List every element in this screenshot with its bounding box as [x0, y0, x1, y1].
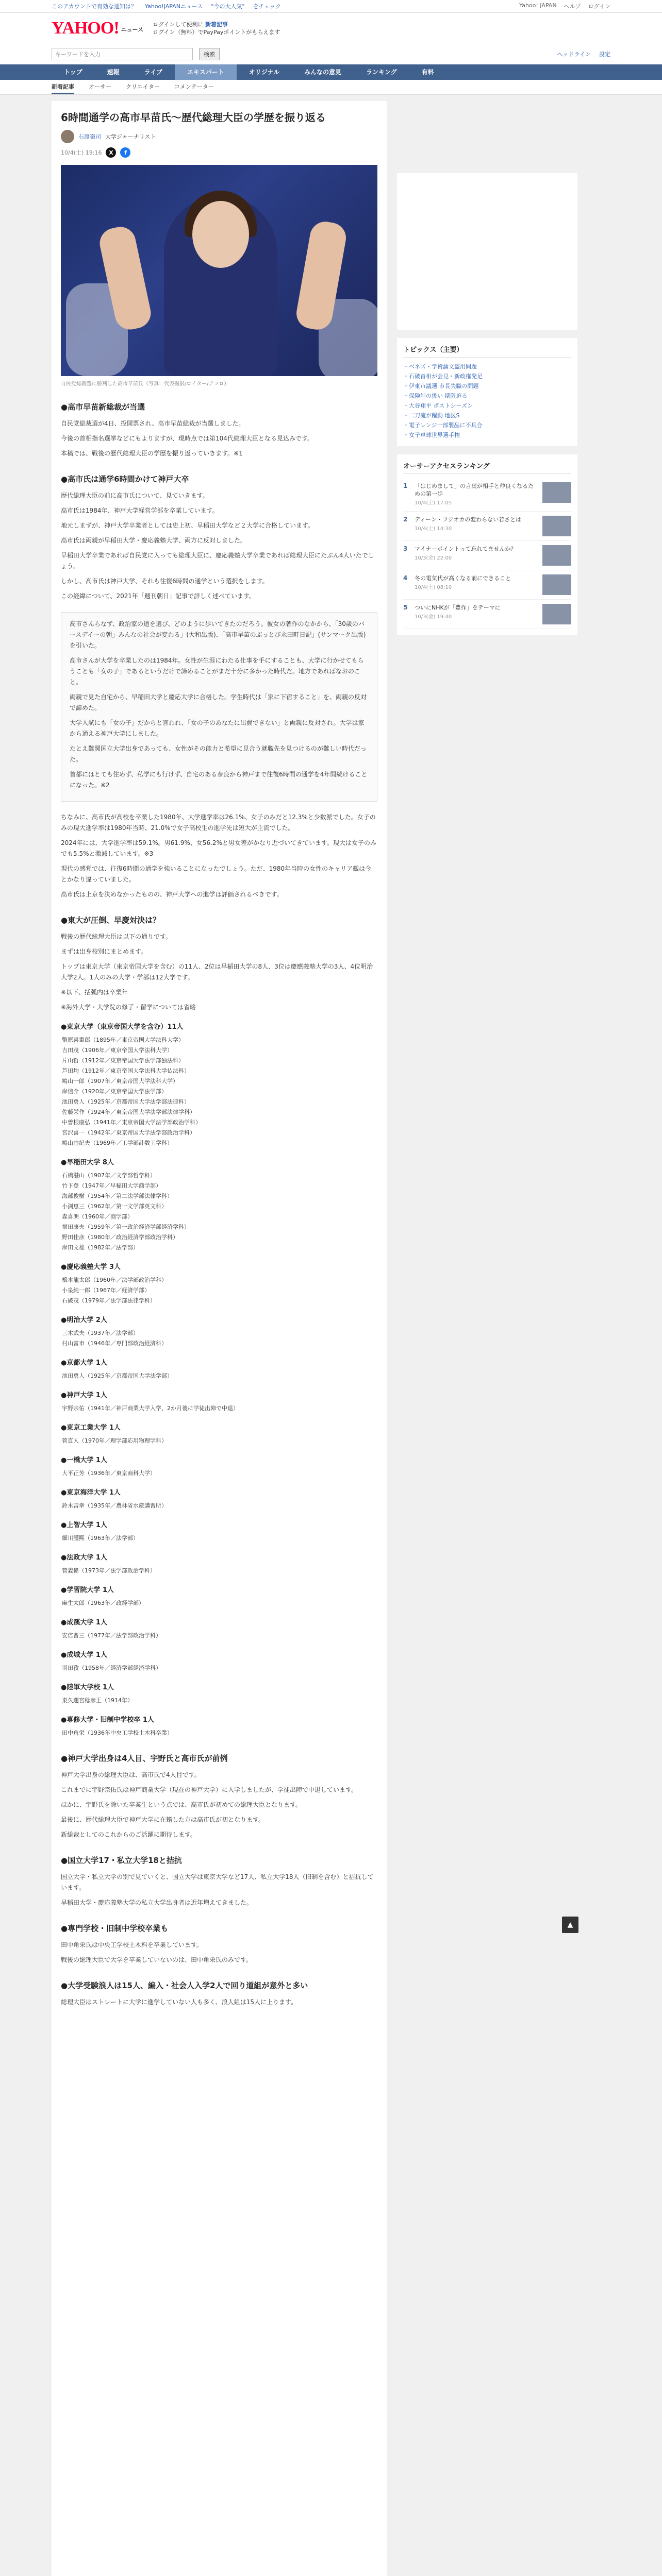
topics-box — [397, 338, 577, 446]
rank-date: 10/4(土) 14:30 — [415, 526, 452, 532]
list-item: 大平正芳（1936年／東京商科大学） — [62, 1470, 156, 1477]
list-item: 池田勇人（1925年／京都帝国大学法学部法律科） — [62, 1098, 190, 1105]
main-content — [0, 95, 662, 2576]
promo-link[interactable]: "今の大人気" — [211, 3, 245, 10]
paragraph: 早稲田大学卒業であれば自民党に入っても総理大臣に、慶応義塾大学卒業であれば総理大臣にたぶん4人いたでしょう。 — [61, 552, 374, 570]
rank-number: 4 — [403, 574, 408, 582]
search-button[interactable]: 検索 — [199, 48, 220, 60]
rank-thumbnail[interactable] — [542, 545, 571, 566]
university-heading: ●京都大学 1人 — [61, 1359, 107, 1367]
quote-paragraph: 高市さんらなず、政治家の道を選び、どのように歩いてきたのだろう。彼女の著作のなかから、「30歳のバースデイーの朝」みんなの社会が変わる」(大和出版)、「高市早苗のぶっとび永田町日記」(サンマーク出版)を引いた。 — [70, 620, 366, 649]
paragraph: 現代の感覚では、往復6時間の通学を強いることになったでしょう。ただ、1980年当時の女性のキャリア観は今とかなり違っていました。 — [61, 865, 372, 883]
paragraph: 田中角栄氏は中央工学校土木科を卒業しています。 — [61, 1941, 203, 1948]
todai-list — [61, 1035, 377, 1148]
paragraph: まずは出身校別にまとめます。 — [61, 948, 147, 955]
nav-item-original[interactable]: オリジナル — [249, 69, 280, 76]
university-heading: ●学習院大学 1人 — [61, 1586, 114, 1594]
university-heading: ●早稲田大学 8人 — [61, 1159, 114, 1166]
subnav-new[interactable]: 新着記事 — [52, 80, 74, 94]
article-date: 10/4(土) 19:16 — [61, 149, 102, 156]
rank-number: 5 — [403, 604, 408, 611]
list-item: 安倍晋三（1977年／法学部政治学科） — [62, 1632, 161, 1639]
back-to-top-button[interactable]: ▲ — [562, 1917, 578, 1933]
nav-item-opinion[interactable]: みんなの意見 — [304, 69, 342, 76]
rank-date: 10/3(金) 22:00 — [415, 555, 452, 561]
promo-link[interactable]: このアカウントで有効な通知は？ — [52, 3, 137, 10]
university-heading: ●専修大学・旧制中学校卒 1人 — [61, 1716, 154, 1724]
sub-nav — [0, 80, 662, 95]
promo-bar — [0, 0, 662, 13]
list-item: 佐藤栄作（1924年／東京帝国大学法学部法律学科） — [62, 1109, 195, 1115]
paragraph: 早稲田大学・慶応義塾大学の私立大学出身者は近年増えてきました。 — [61, 1899, 253, 1906]
site-header — [0, 13, 662, 44]
paragraph: 新総裁としてのこれからのご活躍に期待します。 — [61, 1831, 197, 1838]
quote-paragraph: たとえ難関国立大学出身であっても、女性がその能力と希望に見合う就職先を見つけるのが難しい時代だった。 — [70, 745, 367, 763]
paragraph: ちなみに、高市氏が高校を卒業した1980年、大学進学率は26.1%、女子のみだと12.3%と少数派でした。女子のみの現大進学率は1980年当時、21.0%で女子高校生の進学先は短大が主流でした。 — [61, 814, 376, 832]
university-heading: ●明治大学 2人 — [61, 1316, 107, 1324]
help-link[interactable]: ヘルプ — [564, 3, 581, 10]
list-item: 鳩山一郎（1907年／東京帝国大学法科大学） — [62, 1078, 178, 1084]
list-item: 宇野宗佑（1941年／神戸商業大学入学、2か月後に学徒出陣で中退） — [62, 1405, 239, 1412]
topic-link[interactable]: ・保険証の扱い 期限迫る — [403, 393, 468, 399]
quote-paragraph: 両親で見た自宅から、早稲田大学と慶応大学に合格した。学生時代は「家に下宿すること」を、両親の反対で諦めた。 — [70, 693, 367, 711]
nav-item-ranking[interactable]: ランキング — [366, 69, 397, 76]
rank-number: 2 — [403, 516, 408, 523]
ranking-item[interactable] — [403, 541, 571, 570]
list-item: 野田佳彦（1980年／政治経済学部政治学科） — [62, 1234, 178, 1241]
list-item: 鈴木善幸（1935年／農林省水産講習所） — [62, 1502, 167, 1509]
list-item: 麻生太郎（1963年／政経学部） — [62, 1600, 144, 1606]
university-heading: ●成城大学 1人 — [61, 1651, 107, 1659]
quote-block — [61, 612, 377, 802]
list-item: 小渕恵三（1962年／第一文学部英文科） — [62, 1203, 167, 1210]
nav-item-top[interactable]: トップ — [64, 69, 82, 76]
topics-title: トピックス（主要） — [403, 344, 571, 358]
search-row — [0, 44, 662, 64]
ranking-item[interactable] — [403, 570, 571, 600]
paragraph: 高市氏は両親が早稲田大学・慶応義塾大学、両方に反対しました。 — [61, 537, 247, 544]
section-heading: ●東大が圧倒、早慶対決は？ — [61, 916, 161, 925]
other-universities — [61, 1357, 377, 1738]
subnav-author[interactable]: オーサー — [89, 83, 111, 90]
x-share-icon[interactable]: X — [106, 147, 116, 158]
subnav-creator[interactable]: クリエイター — [126, 83, 160, 90]
list-item: 東久邇宮稔彦王（1914年） — [62, 1697, 133, 1704]
university-heading: ●一橋大学 1人 — [61, 1456, 107, 1464]
rank-number: 1 — [403, 482, 408, 489]
topic-link[interactable]: ・電子レンジ一部製品に不具合 — [403, 422, 483, 429]
headline-link[interactable]: ヘッドライン — [557, 51, 591, 58]
rank-thumbnail[interactable] — [542, 604, 571, 624]
article-title: 6時間通学の高市早苗氏〜歴代総理大臣の学歴を振り返る — [61, 111, 326, 124]
list-item: 池田勇人（1925年／京都帝国大学法学部） — [62, 1372, 173, 1379]
list-item: 細川護熙（1963年／法学部） — [62, 1535, 139, 1541]
quote-paragraph: 大学入試にも「女の子」だからと言われ、「女の子のあなたに出費できない」と両親に反対され。大学は家から通える神戸大学にしました。 — [70, 719, 365, 737]
list-item: 村山富市（1946年／専門部政治経済科） — [62, 1340, 167, 1347]
university-heading: ●上智大学 1人 — [61, 1521, 107, 1529]
nav-item-expert[interactable]: エキスパート — [175, 64, 237, 80]
rank-thumbnail[interactable] — [542, 482, 571, 503]
university-heading: ●東京大学（東京帝国大学を含む）11人 — [61, 1023, 184, 1031]
section-heading: ●神戸大学出身は4人目、宇野氏と高市氏が前例 — [61, 1754, 228, 1763]
yahoo-top-link[interactable]: Yahoo! JAPAN — [519, 2, 557, 9]
list-item: 小泉純一郎（1967年／経済学部） — [62, 1287, 150, 1294]
paragraph: 自民党総裁選が4日、投開票され、高市早苗総裁が当選しました。 — [61, 420, 245, 427]
topic-link[interactable]: ・伊東市議選 市長失職の問題 — [403, 383, 479, 389]
university-heading: ●法政大学 1人 — [61, 1554, 107, 1562]
list-item: 海部俊樹（1954年／第二法学部法律学科） — [62, 1193, 173, 1199]
paragraph: これまでに宇野宗佑氏は神戸商業大学（現在の神戸大学）に入学しましたが、学徒出陣で中退しています。 — [61, 1786, 358, 1793]
paragraph: 最後に、歴代総理大臣で神戸大学に在籍した方は高市氏が初となります。 — [61, 1816, 265, 1823]
ad-slot[interactable] — [397, 173, 577, 330]
paragraph: トップは東京大学（東京帝国大学を含む）の11人、2位は早稲田大学の8人、3位は慶應義塾大学の3人、4位明治大学2人。1人のみの大学・学部は12大学です。 — [61, 963, 373, 981]
paragraph: 歴代総理大臣の前に高市氏について、見ていきます。 — [61, 492, 209, 499]
topic-link[interactable]: ・大谷翔平 ポストシーズン — [403, 402, 473, 409]
topic-link[interactable]: ・二刀流が躍動 地区S — [403, 412, 460, 419]
rank-date: 10/4(土) 17:05 — [415, 500, 452, 506]
search-input[interactable] — [52, 48, 193, 60]
paragraph: ※海外大学・大学院の修了・留学については省略 — [61, 1004, 196, 1011]
nav-item-live[interactable]: ライブ — [144, 69, 162, 76]
quote-paragraph: 高市さんが大学を卒業したのは1984年。女性が生涯にわたる仕事を手にすることも、大学に行かせてもらうことも「女の子」であるというだけで諦めることがまだ十分に多かった時代だ。地方であればなおのこと。 — [70, 657, 364, 686]
paragraph: 戦後の歴代総理大臣は以下の通りです。 — [61, 933, 172, 940]
list-item: 田中角栄（1936年中央工学校土木科卒業） — [62, 1730, 173, 1736]
rank-title[interactable]: 冬の電気代が高くなる前にできること 10/4(土) 08:10 — [415, 574, 538, 595]
list-item: 福田康夫（1959年／第一政治経済学部経済学科） — [62, 1224, 190, 1230]
list-item: 三木武夫（1937年／法学部） — [62, 1330, 139, 1336]
paragraph: しかし、高市氏は神戸大学、それも往復6時間の通学という選択をします。 — [61, 578, 269, 585]
topic-link[interactable]: ・ベネズ・学術論文盗用問題 — [403, 363, 477, 370]
article-meta — [61, 147, 377, 158]
list-item: 幣原喜重郎（1895年／東京帝国大学法科大学） — [62, 1037, 184, 1043]
ranking-item[interactable] — [403, 478, 571, 512]
university-heading: ●成蹊大学 1人 — [61, 1619, 107, 1626]
article-photo[interactable] — [61, 165, 377, 376]
paragraph: 今後の首相指名選挙などにもよりますが、現時点では第104代総理大臣となる見込みです。 — [61, 435, 313, 442]
waseda-list — [61, 1171, 377, 1253]
author-block[interactable] — [61, 130, 377, 143]
paragraph: 総理大臣はストレートに大学に進学していない人も多く、浪人組は15人に上ります。 — [61, 1998, 297, 2006]
paragraph: 2024年には、大学進学率は59.1%。男61.9%、女56.2%と男女差がかなり近づいてきています。現大は女子のみでも5.5%と激減しています。※3 — [61, 839, 376, 857]
list-item: 菅義偉（1973年／法学部政治学科） — [62, 1567, 156, 1574]
photo-caption: 自民党総裁選に勝利した高市早苗氏（写真：代表撮影/ロイター/アフロ） — [61, 381, 229, 387]
rank-title[interactable]: ついにNHKが「豊作」をテーマに 10/3(金) 19:40 — [415, 604, 538, 624]
facebook-share-icon[interactable]: f — [120, 147, 130, 158]
rank-title[interactable]: 「はじめまして」の言葉が相手と仲良くなるための第一歩 10/4(土) 17:05 — [415, 482, 538, 507]
list-item: 森喜朗（1960年／商学部） — [62, 1213, 133, 1220]
keio-list — [61, 1275, 377, 1306]
rank-date: 10/4(土) 08:10 — [415, 585, 452, 590]
ranking-title: オーサーアクセスランキング — [403, 461, 571, 474]
list-item: 中曽根康弘（1941年／東京帝国大学法学部政治学科） — [62, 1119, 201, 1126]
list-item: 片山哲（1912年／東京帝国大学法学部独法科） — [62, 1057, 184, 1064]
main-nav — [0, 64, 662, 80]
university-heading: ●陸軍大学校 1人 — [61, 1684, 114, 1691]
section-heading: ●大学受験浪人は15人、編入・社会人入学2人で回り道組が意外と多い — [61, 1981, 308, 1990]
promo-link[interactable]: Yahoo!JAPANニュース — [144, 3, 203, 10]
quote-paragraph: 首都にはとても住めず、私学にも行けず、自宅のある奈良から神戸まで往復6時間の通学を4年間続けることになった。※2 — [70, 771, 368, 789]
header-message: ログインして便利に 新着記事 ログイン（無料）でPayPayポイントがもらえます — [153, 21, 280, 36]
rank-title[interactable]: ディーン・フジオカの変わらない若さとは 10/4(土) 14:30 — [415, 516, 538, 536]
meiji-list — [61, 1328, 377, 1349]
ranking-item[interactable] — [403, 600, 571, 629]
university-heading: ●慶応義塾大学 3人 — [61, 1263, 121, 1271]
topic-link[interactable]: ・女子卓球世界選手権 — [403, 432, 460, 438]
university-heading: ●神戸大学 1人 — [61, 1392, 107, 1399]
author-role: 大学ジャーナリスト — [105, 133, 156, 140]
subnav-commentator[interactable]: コメンテーター — [174, 83, 214, 90]
list-item: 羽田孜（1958年／経済学部経済学科） — [62, 1665, 161, 1671]
list-item: 竹下登（1947年／早稲田大学商学部） — [62, 1182, 161, 1189]
yahoo-news-logo[interactable]: YAHOO! ニュース — [52, 19, 144, 38]
paragraph: この経緯について、2021年「週刊朝日」記事で詳しく述べています。 — [61, 592, 256, 600]
paragraph: ※以下、括弧内は卒業年 — [61, 989, 128, 996]
author-name[interactable]: 石渡嶺司 — [78, 133, 101, 140]
paragraph: 神戸大学出身の総理大臣は、高市氏で4人目です。 — [61, 1771, 201, 1778]
list-item: 宮沢喜一（1942年／東京帝国大学法学部政治学科） — [62, 1129, 195, 1136]
topic-link[interactable]: ・石破首相が会見・新政権発足 — [403, 373, 483, 380]
rank-date: 10/3(金) 19:40 — [415, 614, 452, 620]
paragraph: 戦後の総理大臣で大学を卒業していないのは、田中角栄氏のみです。 — [61, 1956, 253, 1963]
paragraph: 高市氏は1984年、神戸大学経営学部を卒業しています。 — [61, 507, 219, 514]
paragraph: 地元しまずが、神戸大学卒業者としては史上初、早稲田大学など２大学に合格しています。 — [61, 522, 315, 529]
paragraph: 高市氏は上京を決めなかったものの、神戸大学への進学は評価されるべきです。 — [61, 891, 283, 898]
avatar[interactable] — [61, 130, 74, 143]
rank-title[interactable]: マイナーポイントって忘れてませんか？ 10/3(金) 22:00 — [415, 545, 538, 566]
paragraph: 本稿では、戦後の歴代総理大臣の学歴を振り返っていきます。※1 — [61, 450, 243, 457]
settings-link[interactable]: 設定 — [599, 51, 610, 58]
section-heading: ●専門学校・旧制中学校卒業も — [61, 1924, 169, 1933]
login-link[interactable]: ログイン — [588, 3, 610, 10]
rank-thumbnail[interactable] — [542, 574, 571, 595]
list-item: 岸信介（1920年／東京帝国大学法学部） — [62, 1088, 167, 1095]
paragraph: ほかに、宇野氏を除いた卒業生という点では、高市氏が初めての総理大臣となります。 — [61, 1801, 302, 1808]
list-item: 岸田文雄（1982年／法学部） — [62, 1244, 139, 1251]
list-item: 石破茂（1979年／法学部法律学科） — [62, 1297, 156, 1304]
list-item: 石橋湛山（1907年／文学部哲学科） — [62, 1172, 156, 1179]
new-articles-link[interactable]: 新着記事 — [205, 21, 228, 28]
ranking-item[interactable] — [403, 512, 571, 541]
list-item: 芦田均（1912年／東京帝国大学法科大学仏法科） — [62, 1067, 190, 1074]
list-item: 菅直人（1970年／理学部応用物理学科） — [62, 1437, 167, 1444]
section-heading: ●高市氏は通学6時間かけて神戸大卒 — [61, 474, 189, 484]
sidebar — [397, 101, 577, 2576]
nav-item-paid[interactable]: 有料 — [421, 69, 434, 76]
nav-item-breaking[interactable]: 速報 — [107, 69, 120, 76]
promo-link[interactable]: をチェック — [253, 3, 282, 10]
university-heading: ●東京海洋大学 1人 — [61, 1489, 121, 1497]
list-item: 橋本龍太郎（1960年／法学部政治学科） — [62, 1277, 167, 1283]
paragraph: 国立大学・私立大学の別で見ていくと、国立大学は東京大学など17人、私立大学18人（旧制を含む）と拮抗しています。 — [61, 1873, 374, 1891]
rank-thumbnail[interactable] — [542, 516, 571, 536]
university-heading: ●東京工業大学 1人 — [61, 1424, 121, 1432]
list-item: 鳩山由紀夫（1969年／工学部計数工学科） — [62, 1140, 173, 1146]
list-item: 吉田茂（1906年／東京帝国大学法科大学） — [62, 1047, 173, 1054]
section-heading: ●国立大学17・私立大学18と拮抗 — [61, 1856, 182, 1865]
section-heading: ●高市早苗新総裁が当選 — [61, 402, 145, 412]
rank-number: 3 — [403, 545, 408, 552]
ranking-box — [397, 454, 577, 635]
article — [52, 101, 387, 2576]
